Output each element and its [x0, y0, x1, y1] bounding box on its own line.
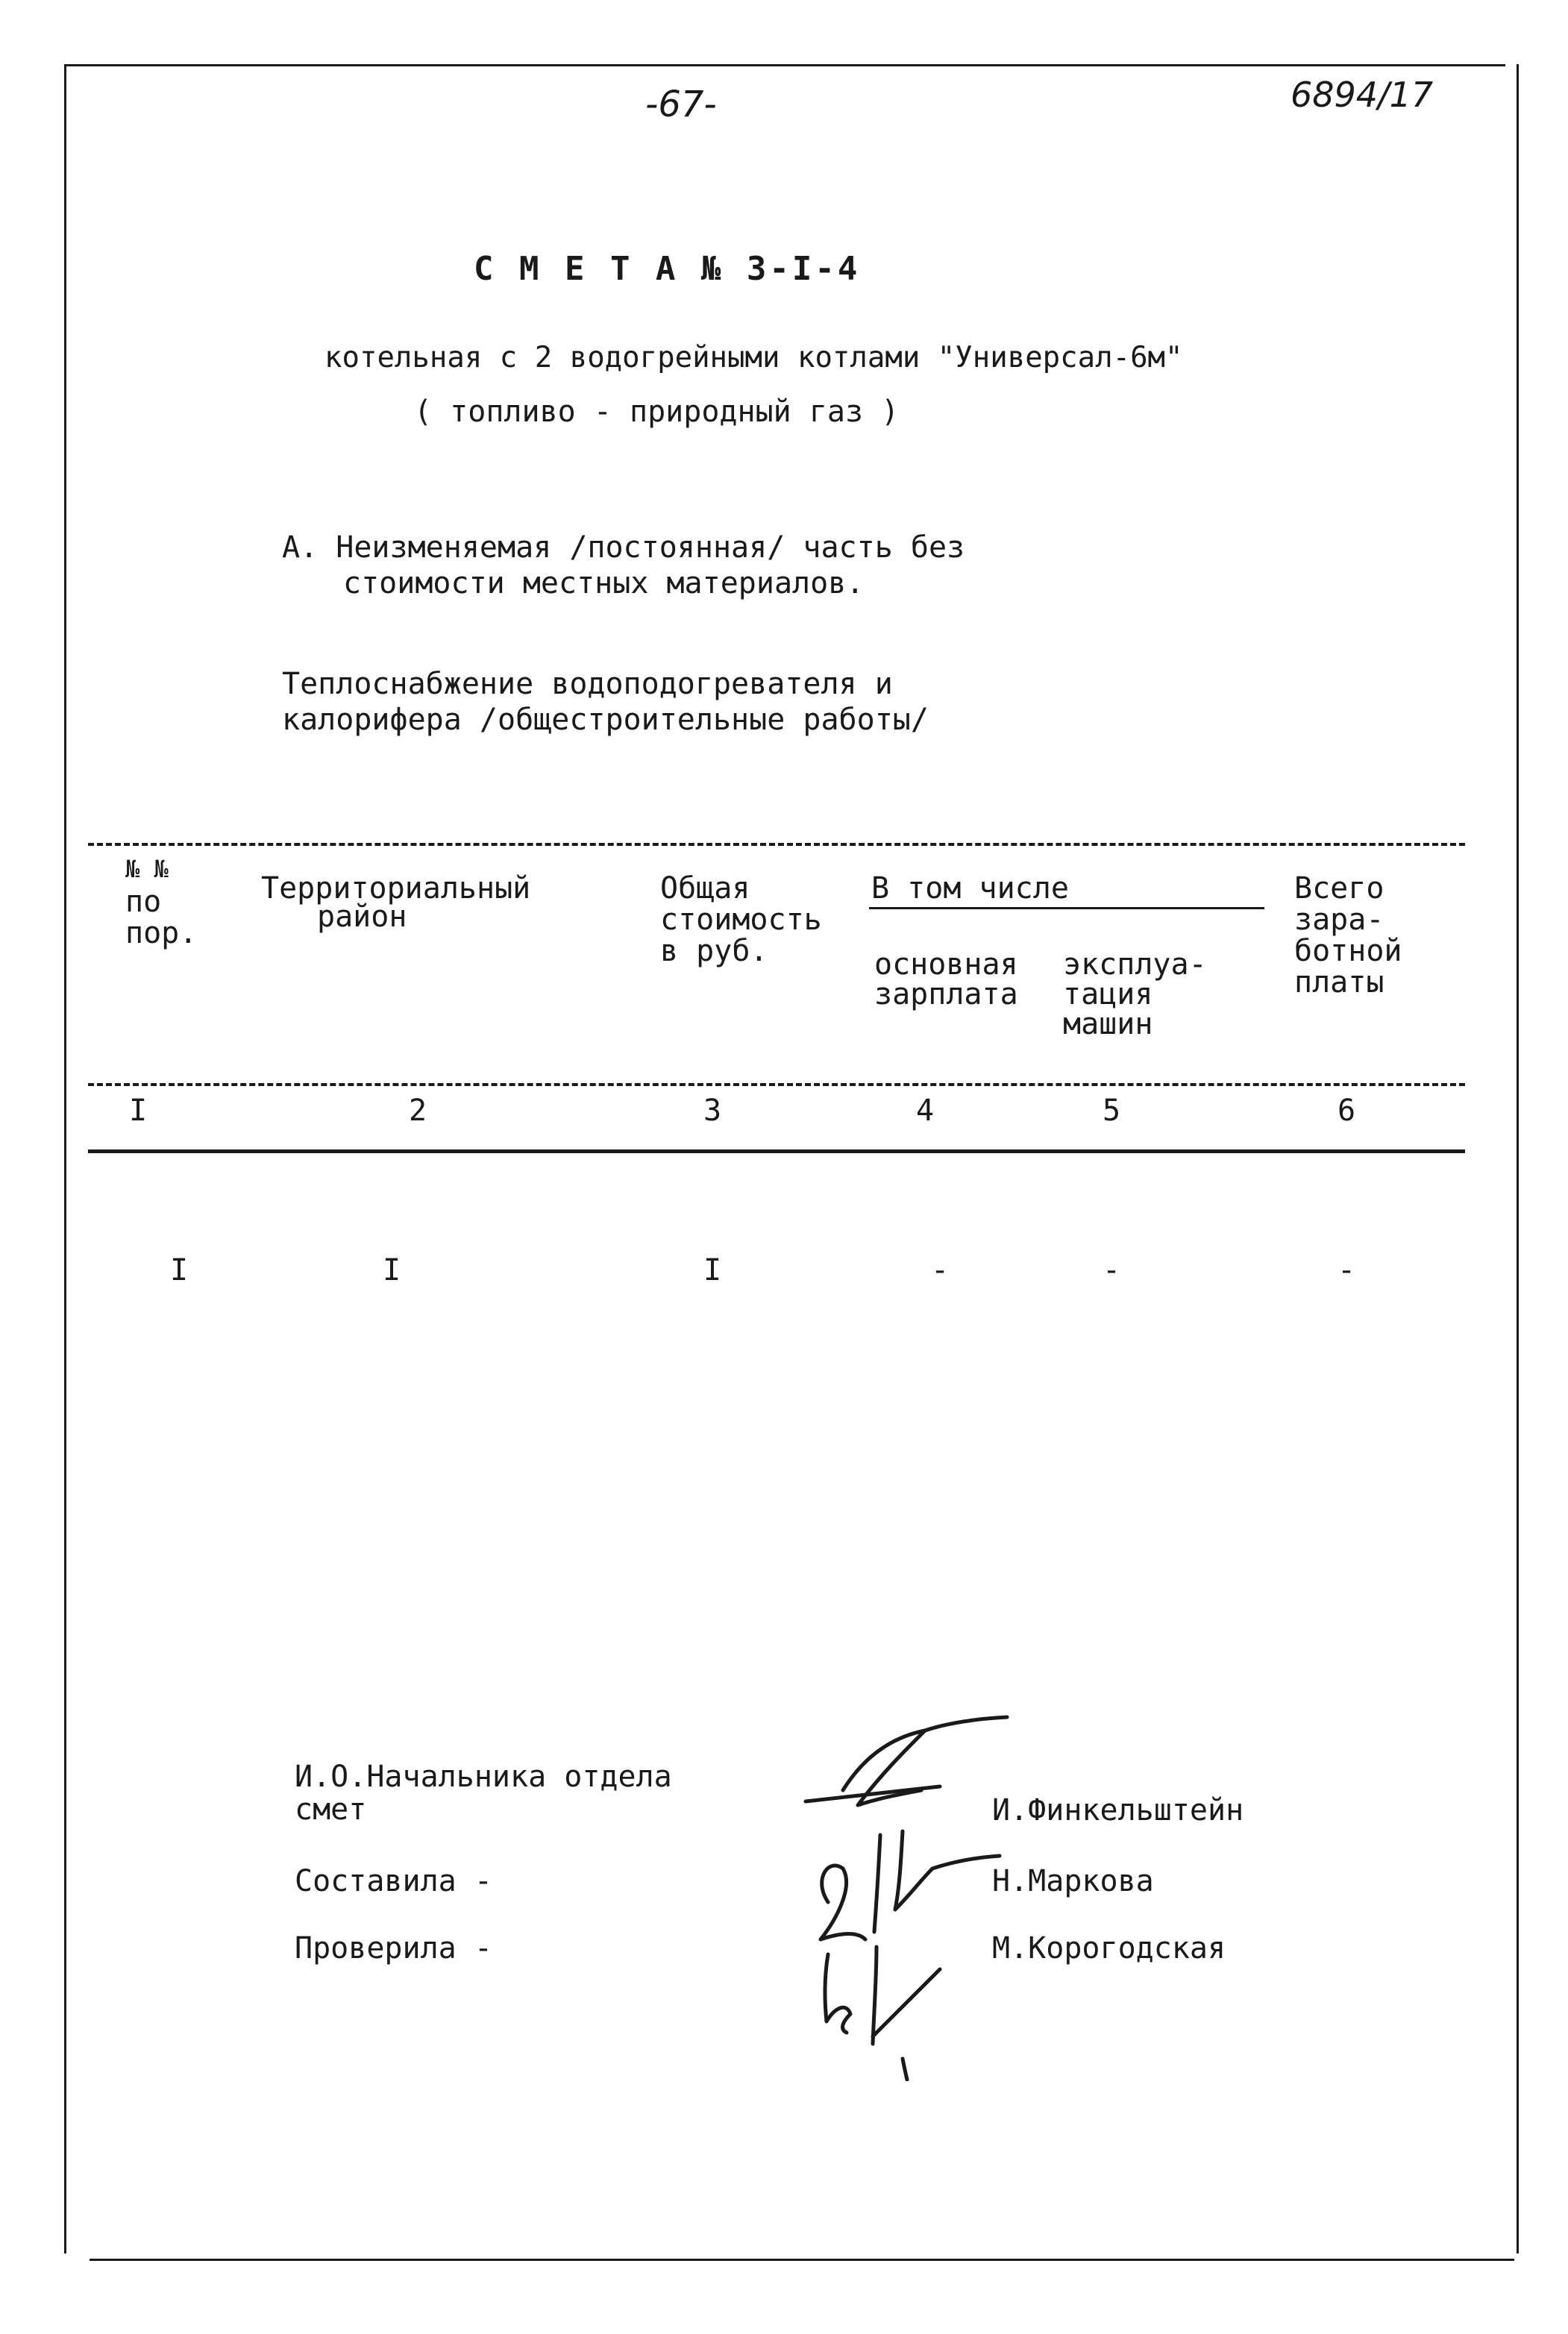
document-title: С М Е Т А № 3-I-4 — [474, 250, 861, 288]
header-total-line-2: стоимость — [660, 903, 822, 937]
table-cell: I — [703, 1253, 722, 1287]
header-region-line-1: Территориальный — [261, 871, 531, 906]
section-title-line-1: А. Неизменяемая /постоянная/ часть без — [282, 530, 965, 565]
header-all-wages-line-2: зара- — [1294, 903, 1384, 937]
column-number: 2 — [408, 1094, 427, 1128]
signature-name-1: И.Финкельштейн — [992, 1793, 1244, 1828]
column-number: I — [128, 1094, 148, 1128]
table-cell: - — [1102, 1253, 1121, 1287]
header-machine-line-3: машин — [1063, 1007, 1153, 1041]
header-wage-line-2: зарплата — [874, 977, 1018, 1011]
subsection-title-line-1: Теплоснабжение водоподогревателя и — [282, 667, 893, 701]
page-number: -67- — [645, 84, 717, 125]
frame-right-line — [1517, 64, 1519, 2253]
frame-bottom-line — [90, 2259, 1514, 2261]
column-number: 3 — [703, 1094, 722, 1128]
signature-role-3: Проверила - — [295, 1931, 492, 1966]
table-cell: - — [930, 1253, 950, 1287]
handwritten-signatures — [791, 1708, 1044, 2081]
header-total-line-1: Общая — [660, 871, 750, 906]
table-cell: I — [382, 1253, 401, 1287]
table-cell: I — [169, 1253, 189, 1287]
header-including: В том числе — [871, 871, 1069, 906]
header-machine-line-2: тация — [1063, 977, 1153, 1011]
frame-left-line — [64, 64, 66, 2253]
table-top-rule — [88, 843, 1465, 846]
table-cell: - — [1337, 1253, 1356, 1287]
document-subtitle-line-1: котельная с 2 водогрейными котлами "Универсал-6м" — [324, 341, 1183, 374]
subsection-title-line-2: калорифера /общестроительные работы/ — [282, 703, 929, 737]
header-num-line-2: по — [125, 885, 162, 919]
column-number: 5 — [1102, 1094, 1121, 1128]
header-total-line-3: в руб. — [660, 934, 768, 968]
document-subtitle-line-2: ( топливо - природный газ ) — [414, 395, 900, 429]
header-all-wages-line-3: ботной — [1294, 934, 1402, 968]
signature-role-2: Составила - — [295, 1864, 492, 1898]
column-number: 4 — [915, 1094, 935, 1128]
table-numbers-rule — [88, 1149, 1465, 1153]
header-num-line-3: пор. — [125, 916, 198, 950]
header-region-line-2: район — [317, 900, 407, 934]
column-number: 6 — [1337, 1094, 1356, 1128]
header-all-wages-line-1: Всего — [1294, 871, 1384, 906]
header-including-underline — [869, 907, 1264, 909]
signature-role-1-line-2: смет — [295, 1792, 367, 1827]
header-num-line-1: № № — [125, 855, 169, 883]
header-machine-line-1: эксплуа- — [1063, 947, 1207, 982]
signature-name-2: Н.Маркова — [992, 1864, 1154, 1898]
signature-name-3: М.Корогодская — [992, 1931, 1226, 1966]
header-wage-line-1: основная — [874, 947, 1018, 982]
header-all-wages-line-4: платы — [1294, 965, 1384, 1000]
section-title-line-2: стоимости местных материалов. — [343, 566, 865, 600]
table-header-rule — [88, 1083, 1465, 1086]
archive-number: 6894/17 — [1291, 75, 1434, 115]
frame-top-line — [64, 64, 1505, 66]
signature-role-1-line-1: И.О.Начальника отдела — [295, 1760, 672, 1794]
